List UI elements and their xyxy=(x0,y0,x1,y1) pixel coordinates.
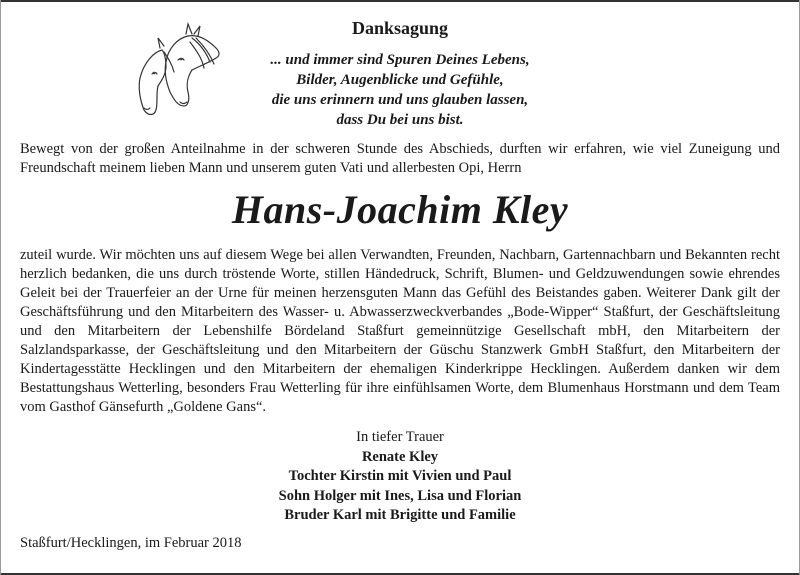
deceased-name: Hans-Joachim Kley xyxy=(231,187,569,232)
poem-line: dass Du bei uns bist. xyxy=(336,112,464,128)
poem-line: Bilder, Augenblicke und Gefühle, xyxy=(296,72,504,88)
mourner-name: Tochter Kirstin mit Vivien und Paul xyxy=(288,468,512,484)
mourner-name: Sohn Holger mit Ines, Lisa und Florian xyxy=(278,487,522,504)
top-border xyxy=(0,0,800,2)
mourning-lead: In tiefer Trauer xyxy=(356,429,444,445)
poem-line: die uns erinnern und uns glauben lassen, xyxy=(271,92,529,108)
horse-heads-icon xyxy=(132,22,224,118)
intro-paragraph: Bewegt von der großen Anteilnahme in der schweren Stunde des Abschieds, durften wir erfahren, wie viel Zuneigung und Freundschaft meinem lieben Mann und unserem guten Vati und allerbesten Opi, Herrn xyxy=(20,141,780,176)
heading: Danksagung xyxy=(351,18,449,38)
poem-line: ... und immer sind Spuren Deines Lebens, xyxy=(270,52,530,68)
thanks-paragraph: zuteil wurde. Wir möchten uns auf diesem Wege bei allen Verwandten, Freunden, Nachbarn, Gartennachbarn und Bekannten recht herzlich bedanken, die uns durch tröstende Worte, stillen Händedruck, Schrift, Blumen- und Geldzuwendungen sowie ehrendes Geleit bei der Trauerfeier an der Urne für meinen herzensguten Mann das Gefühl des Beistandes gaben. Weiterer Dank gilt der Geschäftsführung und den Mitarbeitern des Wasser- u. Abwasserzweckverbandes „Bode-Wipper“ Staßfurt, der Geschäftsleitung und den Mitarbeitern der Lebenshilfe Bördeland Staßfurt gemeinnützige Gesellschaft mbH, den Mitarbeitern der Salzlandsparkasse, der Geschäftsleitung und den Mitarbeitern der Güschu Stanzwerk GmbH Staßfurt, den Mitarbeitern der Kindertagesstätte Hecklingen und den Mitarbeitern der ehemaligen Kinderkrippe Hecklingen. Außerdem danken wir dem Bestattungshaus Wetterling, besonders Frau Wetterling für ihre einfühlsamen Worte, dem Blumenhaus Horstmann und dem Team vom Gasthof Gänsefurth „Goldene Gans“. xyxy=(20,247,780,415)
left-border xyxy=(0,0,1,575)
mourners xyxy=(200,428,600,526)
place-date: Staßfurt/Hecklingen, im Februar 2018 xyxy=(20,535,242,551)
mourner-name: Renate Kley xyxy=(361,448,439,465)
poem xyxy=(235,50,565,130)
mourner-name: Bruder Karl mit Brigitte und Familie xyxy=(284,507,516,523)
